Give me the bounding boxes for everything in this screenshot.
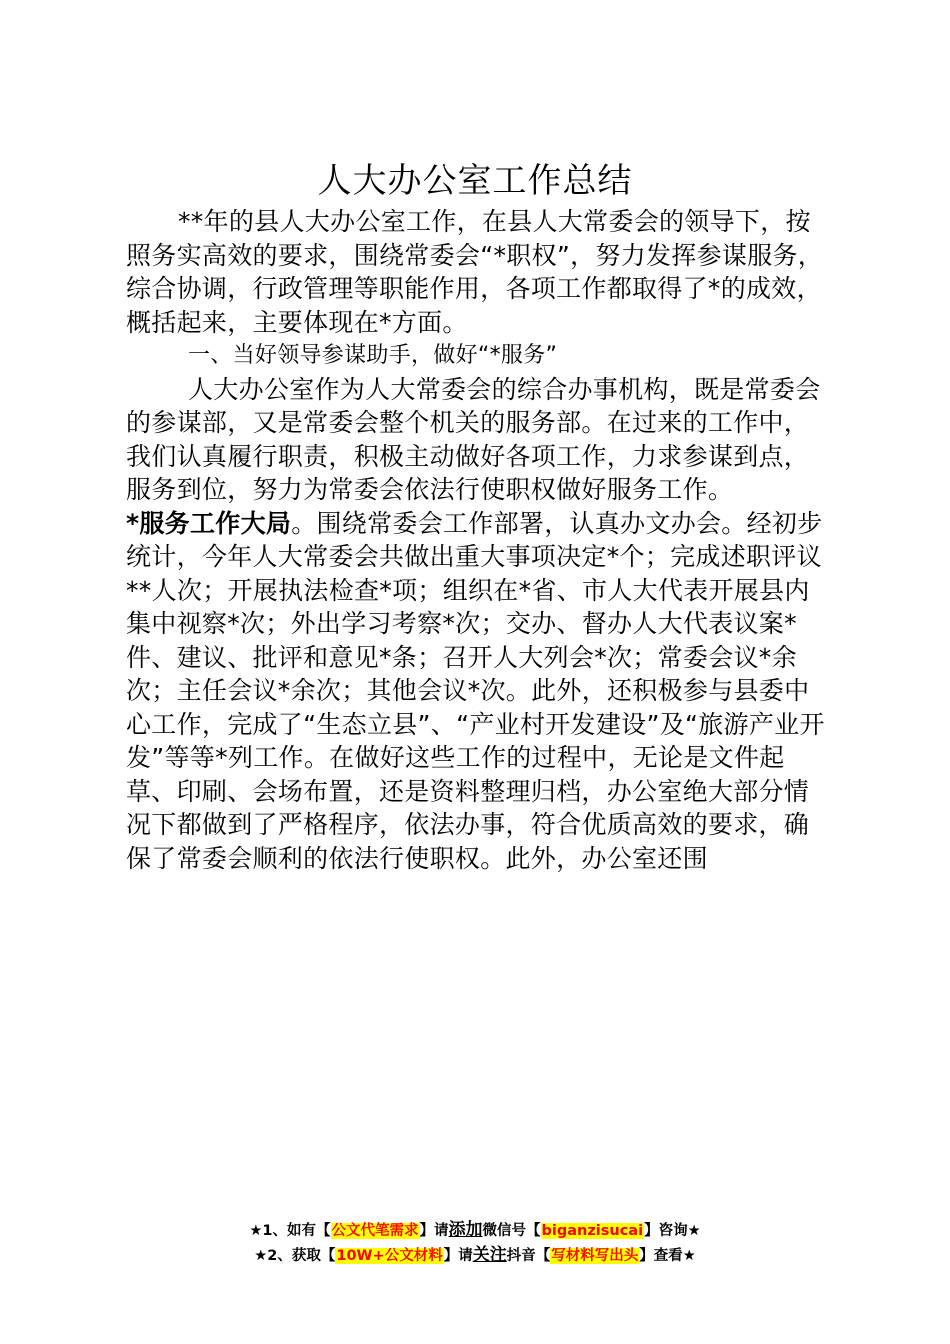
- footer-line-1: [0, 1218, 950, 1243]
- footer-1-mid: 】请: [419, 1223, 449, 1239]
- footer-2-highlight-materials: 10W+公文材料: [336, 1248, 443, 1264]
- footer-1-suffix: 】咨询★: [644, 1223, 701, 1239]
- footer-1-mid2: 微信号【: [482, 1223, 541, 1239]
- section-heading-1: 一、当好领导参谋助手，做好“*服务”: [188, 343, 558, 368]
- intro-paragraph: **年的县人大办公室工作，在县人大常委会的领导下，按照务实高效的要求，围绕常委会“*职权”，努力发挥参谋服务，综合协调，行政管理等职能作用，各项工作都取得了*的成效，概括起来，主要体现在*方面。: [126, 207, 824, 337]
- footer-2-suffix: 】查看★: [639, 1248, 696, 1264]
- footer-2-mid: 】请: [443, 1248, 473, 1264]
- footer-2-mid2: 抖音【: [506, 1248, 551, 1264]
- footer-1-prefix: ★1、如有【: [249, 1223, 331, 1239]
- footer-2-prefix: ★2、获取【: [254, 1248, 336, 1264]
- footer-notice: [0, 1218, 950, 1268]
- service-paragraph: [126, 507, 826, 876]
- section-1-paragraph: 人大办公室作为人大常委会的综合办事机构，既是常委会的参谋部，又是常委会整个机关的服务部。在过来的工作中，我们认真履行职责，积极主动做好各项工作，力求参谋到点，服务到位，努力为常委会依法行使职权做好服务工作。: [126, 374, 821, 504]
- footer-1-underline: 添加: [448, 1220, 483, 1240]
- footer-line-2: [0, 1243, 950, 1268]
- footer-1-highlight-wechat: biganzisucai: [541, 1223, 644, 1239]
- service-body: 。围绕常委会工作部署，认真办文办会。经初步统计，今年人大常委会共做出重大事项决定*个；完成述职评议**人次；开展执法检查*项；组织在*省、市人大代表开展县内集中视察*次；外出学习考察*次；交办、督办人大代表议案*件、建议、批评和意见*条；召开人大列会*次；常委会议*余次；主任会议*余次；其他会议*次。此外，还积极参与县委中心工作，完成了“生态立县”、“产业村开发建设”及“旅游产业开发”等等*列工作。在做好这些工作的过程中，无论是文件起草、印刷、会场布置，还是资料整理归档，办公室绝大部分情况下都做到了严格程序，依法办事，符合优质高效的要求，确保了常委会顺利的依法行使职权。此外，办公室还围: [126, 508, 825, 873]
- document-body: [126, 205, 826, 875]
- document-title: 人大办公室工作总结: [317, 161, 633, 201]
- footer-2-highlight-douyin: 写材料写出头: [551, 1248, 639, 1264]
- footer-2-underline: 关注: [472, 1245, 507, 1265]
- service-lead: *服务工作大局: [126, 508, 292, 538]
- footer-1-highlight-service: 公文代笔需求: [331, 1223, 419, 1239]
